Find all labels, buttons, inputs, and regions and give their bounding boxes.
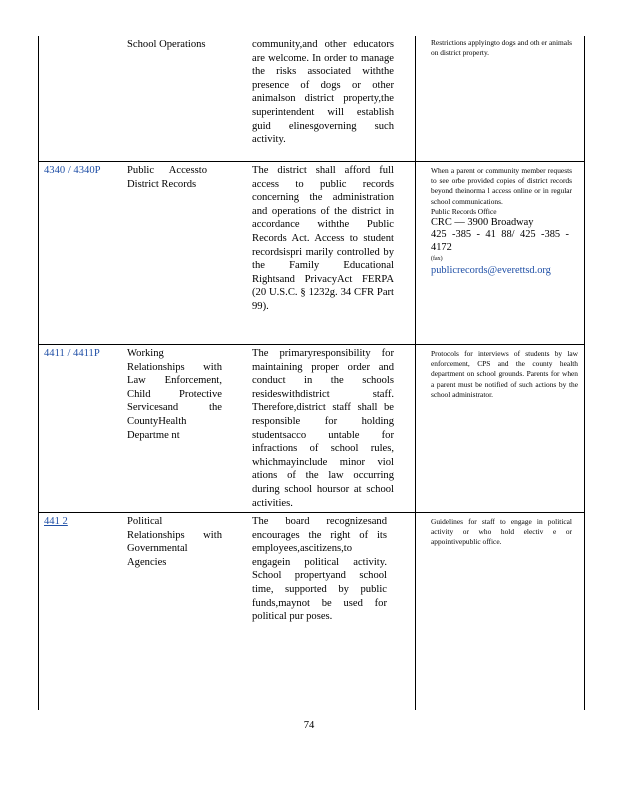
row-divider — [38, 512, 585, 513]
page-number: 74 — [303, 720, 315, 731]
table-right-border — [584, 36, 585, 710]
note-item — [422, 626, 572, 636]
policy-notes — [422, 517, 572, 548]
note-text: Guidelines for staff to engage in political activity or who hold electiv e or appointivepublic office. — [431, 517, 572, 547]
note-text: Protocols for interviews of students by law enforcement, CPS and the county health department on school grounds. Parents for when a parent must be notified of such actions by the school administrator. — [431, 349, 578, 399]
policy-code-link[interactable]: 441 2 — [44, 516, 68, 527]
policy-description: The board recognizesand encourages the right of its employees,ascitizens,to engagein political activity. School propertyand school time, supported by public funds,maynot be used for political pur poses. — [252, 516, 387, 623]
table-notes-divider — [415, 36, 416, 710]
policy-code[interactable]: 4340 / 4340P — [44, 165, 101, 176]
row-divider — [38, 344, 585, 345]
policy-notes — [422, 166, 572, 277]
contact-address: CRC — 3900 Broadway — [431, 217, 534, 229]
note-item — [422, 207, 572, 217]
row-divider — [38, 161, 585, 162]
note-item — [422, 166, 572, 207]
contact-block — [422, 217, 572, 277]
policy-description: community,and other educators are welcome. In order to manage the risks associated withthe presence of dogs or other animalson district property,the superintendent will establish guid elinesgoverning such activity. — [252, 39, 394, 146]
policy-title: Public Accessto District Records — [127, 165, 207, 190]
policy-description: The district shall afford full access to public records concerning the administration and operations of the district in accordance withthe Public Records Act. Access to student recordsispri marily controlled by the Family Educational Rightsand PrivacyAct FERPA (20 U.S.C. § 1232g. 34 CFR Part 99). — [252, 165, 394, 312]
policy-title: Political Relationships with Governmental Agencies — [127, 516, 222, 568]
note-item — [422, 349, 578, 400]
note-text: When a parent or community member requests to see orbe provided copies of district records beyond theinorma l access online or in regular school communications. — [431, 166, 572, 206]
contact-email-link[interactable]: publicrecords@everettsd.org — [431, 265, 551, 277]
contact-fax-label: (fax) — [431, 256, 443, 263]
note-text: Restrictions applyingto dogs and oth er animals on district property. — [431, 38, 572, 58]
policy-notes-empty — [422, 626, 572, 636]
policy-notes — [422, 38, 572, 58]
policy-description: The primaryresponsibility for maintaining proper order and conduct in the schools resideswithdistrict staff. Therefore,district staff shall be responsible for holding studentsacco untable for infractions of school rules, whichmayinclude minor viol ations of the law occurring during school hoursor at school activities. — [252, 348, 394, 509]
policy-title: School Operations — [127, 39, 206, 50]
policy-title: Working Relationships with Law Enforcement, Child Protective Servicesand the CountyHealth Departme nt — [127, 348, 222, 441]
policy-code[interactable]: 4411 / 4411P — [44, 348, 100, 359]
note-item — [422, 517, 572, 548]
contact-phone: 425 -385 - 41 88/ 425 -385 - 4172 — [431, 229, 569, 253]
note-item — [422, 38, 572, 58]
note-text: Public Records Office — [431, 206, 497, 216]
policy-notes — [422, 349, 578, 400]
table-left-border — [38, 36, 39, 710]
